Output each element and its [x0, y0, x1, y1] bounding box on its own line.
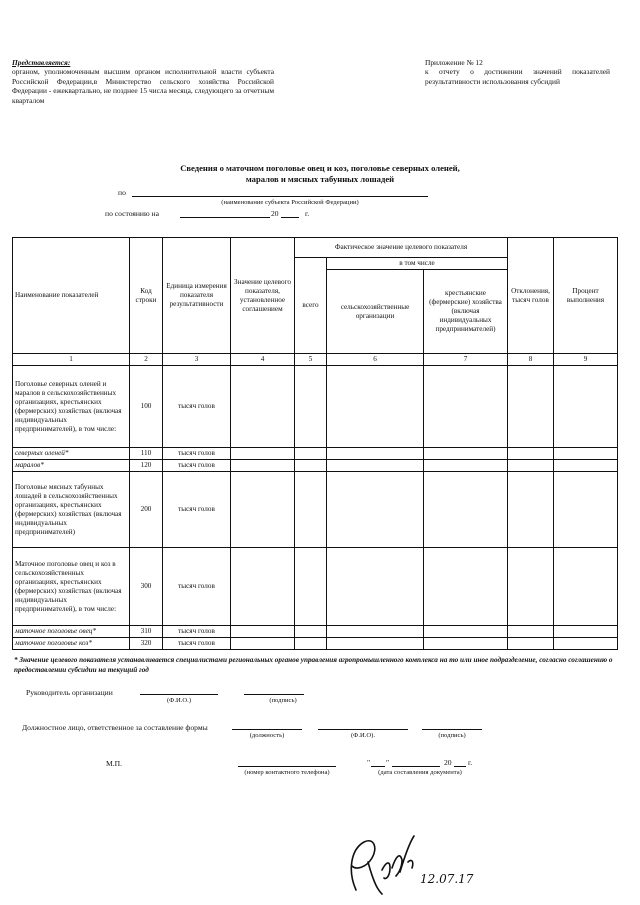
phone-caption: (номер контактного телефона): [244, 769, 330, 776]
agri-cell[interactable]: [327, 548, 424, 626]
column-number: 6: [327, 354, 424, 366]
deviation-cell[interactable]: [508, 472, 554, 548]
percent-cell[interactable]: [554, 460, 618, 472]
row-code: 300: [130, 548, 163, 626]
agri-cell[interactable]: [327, 472, 424, 548]
farm-cell[interactable]: [424, 460, 508, 472]
header-unit: Единица измерения показателя результативности: [163, 238, 231, 354]
column-number: 9: [554, 354, 618, 366]
target-cell[interactable]: [231, 626, 295, 638]
farm-cell[interactable]: [424, 548, 508, 626]
header-actual: Фактическое значение целевого показателя: [295, 238, 508, 258]
percent-cell[interactable]: [554, 548, 618, 626]
handwritten-date: 12.07.17: [420, 872, 474, 886]
header-agri-orgs: сельскохозяйственные организации: [327, 270, 424, 354]
head-label: Руководитель организации: [26, 688, 113, 697]
header-including: в том числе: [327, 258, 508, 270]
deviation-cell[interactable]: [508, 448, 554, 460]
agri-cell[interactable]: [327, 638, 424, 650]
row-name: маточное поголовье овец*: [13, 626, 130, 638]
percent-cell[interactable]: [554, 472, 618, 548]
title-line-1: Сведения о маточном поголовье овец и коз, поголовье северных оленей,: [180, 163, 460, 173]
total-cell[interactable]: [295, 366, 327, 448]
target-cell[interactable]: [231, 366, 295, 448]
appendix-number: Приложение № 12: [425, 58, 483, 67]
date-quote-close: ": [386, 758, 390, 767]
row-code: 320: [130, 638, 163, 650]
row-unit: тысяч голов: [163, 548, 231, 626]
row-unit: тысяч голов: [163, 448, 231, 460]
header-target: Значение целевого показателя, установленное соглашением: [231, 238, 295, 354]
farm-cell[interactable]: [424, 366, 508, 448]
row-code: 310: [130, 626, 163, 638]
row-code: 120: [130, 460, 163, 472]
header-deviation: Отклонения, тысяч голов: [508, 238, 554, 354]
row-unit: тысяч голов: [163, 460, 231, 472]
table-row: [13, 626, 618, 638]
responsible-fio-line[interactable]: [318, 729, 408, 730]
phone-line[interactable]: [238, 766, 336, 767]
position-line[interactable]: [232, 729, 302, 730]
column-number: 1: [13, 354, 130, 366]
header-farms: крестьянские (фермерские) хозяйства (включая индивидуальных предпринимателей): [424, 270, 508, 354]
responsible-fio-caption: (Ф.И.О).: [350, 732, 376, 739]
column-number: 5: [295, 354, 327, 366]
date-year: 20: [444, 758, 452, 767]
farm-cell[interactable]: [424, 638, 508, 650]
row-name: Поголовье северных оленей и маралов в сельскохозяйственных организациях, крестьянских (фермерских) хозяйствах (включая индивидуальных предпринимателей), в том числе:: [13, 366, 130, 448]
date-year-fill-line[interactable]: [454, 766, 466, 767]
submission-note: [12, 58, 274, 105]
submission-note-text: органом, уполномоченным высшим органом исполнительной власти субъекта Российской Федерации,в Министерство сельского хозяйства Российской Федерации - ежеквартально, не позднее 15 числа месяца, следующего за отчетным кварталом: [12, 67, 274, 105]
row-name: маралов*: [13, 460, 130, 472]
responsible-label: Должностное лицо, ответственное за составление формы: [22, 723, 208, 732]
agri-cell[interactable]: [327, 626, 424, 638]
farm-cell[interactable]: [424, 472, 508, 548]
row-unit: тысяч голов: [163, 638, 231, 650]
date-caption: (дата составления документа): [378, 769, 462, 776]
percent-cell[interactable]: [554, 638, 618, 650]
deviation-cell[interactable]: [508, 626, 554, 638]
date-prefix: по состоянию на: [105, 209, 159, 218]
total-cell[interactable]: [295, 626, 327, 638]
column-number: 4: [231, 354, 295, 366]
total-cell[interactable]: [295, 548, 327, 626]
subject-name-line[interactable]: [132, 196, 428, 197]
row-name: маточное поголовье коз*: [13, 638, 130, 650]
target-cell[interactable]: [231, 448, 295, 460]
date-year-suffix: г.: [305, 209, 310, 218]
appendix-text: к отчету о достижении значений показателей результативности использования субсидий: [425, 67, 610, 86]
total-cell[interactable]: [295, 448, 327, 460]
header-percent: Процент выполнения: [554, 238, 618, 354]
farm-cell[interactable]: [424, 626, 508, 638]
percent-cell[interactable]: [554, 366, 618, 448]
position-caption: (должность): [249, 732, 285, 739]
responsible-signature-caption: (подпись): [438, 732, 466, 739]
agri-cell[interactable]: [327, 460, 424, 472]
row-unit: тысяч голов: [163, 366, 231, 448]
row-code: 200: [130, 472, 163, 548]
agri-cell[interactable]: [327, 448, 424, 460]
date-year-suffix-sig: г.: [468, 758, 473, 767]
total-cell[interactable]: [295, 472, 327, 548]
subject-caption: (наименование субъекта Российской Федерации): [221, 199, 359, 206]
header-total: всего: [295, 258, 327, 354]
percent-cell[interactable]: [554, 626, 618, 638]
row-unit: тысяч голов: [163, 626, 231, 638]
responsible-signature-line[interactable]: [422, 729, 482, 730]
total-cell[interactable]: [295, 460, 327, 472]
target-cell[interactable]: [231, 460, 295, 472]
header-name: Наименование показателей: [13, 238, 130, 354]
target-cell[interactable]: [231, 638, 295, 650]
table-row: [13, 448, 618, 460]
table-row: [13, 460, 618, 472]
row-name: Поголовье мясных табунных лошадей в сельскохозяйственных организациях, крестьянских (фермерских) хозяйствах (включая индивидуальных предпринимателей): [13, 472, 130, 548]
row-name: северных оленей*: [13, 448, 130, 460]
column-number: 7: [424, 354, 508, 366]
appendix-note: [425, 58, 610, 86]
deviation-cell[interactable]: [508, 548, 554, 626]
head-signature-line[interactable]: [244, 694, 304, 695]
po-label: по: [118, 188, 126, 197]
date-month-line[interactable]: [392, 766, 440, 767]
head-fio-caption: (Ф.И.О.): [166, 697, 192, 704]
row-code: 110: [130, 448, 163, 460]
farm-cell[interactable]: [424, 448, 508, 460]
document-title: [140, 163, 500, 185]
column-number: 2: [130, 354, 163, 366]
date-day-line[interactable]: [371, 766, 385, 767]
deviation-cell[interactable]: [508, 460, 554, 472]
total-cell[interactable]: [295, 638, 327, 650]
title-line-2: маралов и мясных табунных лошадей: [245, 174, 395, 184]
deviation-cell[interactable]: [508, 366, 554, 448]
percent-cell[interactable]: [554, 448, 618, 460]
column-number: 8: [508, 354, 554, 366]
table-row: [13, 366, 618, 448]
stamp-label: М.П.: [106, 759, 123, 768]
submission-note-title: Представляется:: [12, 58, 71, 67]
header-code: Код строки: [130, 238, 163, 354]
column-numbers-row: [13, 354, 618, 366]
row-code: 100: [130, 366, 163, 448]
footnote: * Значение целевого показателя устанавливается специалистами региональных органов управления агропромышленного комплекса на то или иное подразделение, согласно соглашению о предоставлении субсидии на текущий год: [14, 656, 613, 674]
date-year-label: 20: [271, 209, 279, 218]
target-cell[interactable]: [231, 472, 295, 548]
table-row: [13, 638, 618, 650]
target-cell[interactable]: [231, 548, 295, 626]
column-number: 3: [163, 354, 231, 366]
table-row: [13, 548, 618, 626]
row-name: Маточное поголовье овец и коз в сельскохозяйственных организациях, крестьянских (фермерских) хозяйствах (включая индивидуальных предпринимателей), в том числе:: [13, 548, 130, 626]
indicators-table: [12, 237, 618, 650]
date-year-line[interactable]: [281, 217, 299, 218]
date-day-month-line[interactable]: [180, 217, 270, 218]
table-row: [13, 472, 618, 548]
agri-cell[interactable]: [327, 366, 424, 448]
row-unit: тысяч голов: [163, 472, 231, 548]
handwritten-signature: [338, 832, 488, 898]
head-fio-line[interactable]: [140, 694, 218, 695]
deviation-cell[interactable]: [508, 638, 554, 650]
head-signature-caption: (подпись): [269, 697, 297, 704]
date-quote-open: ": [367, 758, 371, 767]
